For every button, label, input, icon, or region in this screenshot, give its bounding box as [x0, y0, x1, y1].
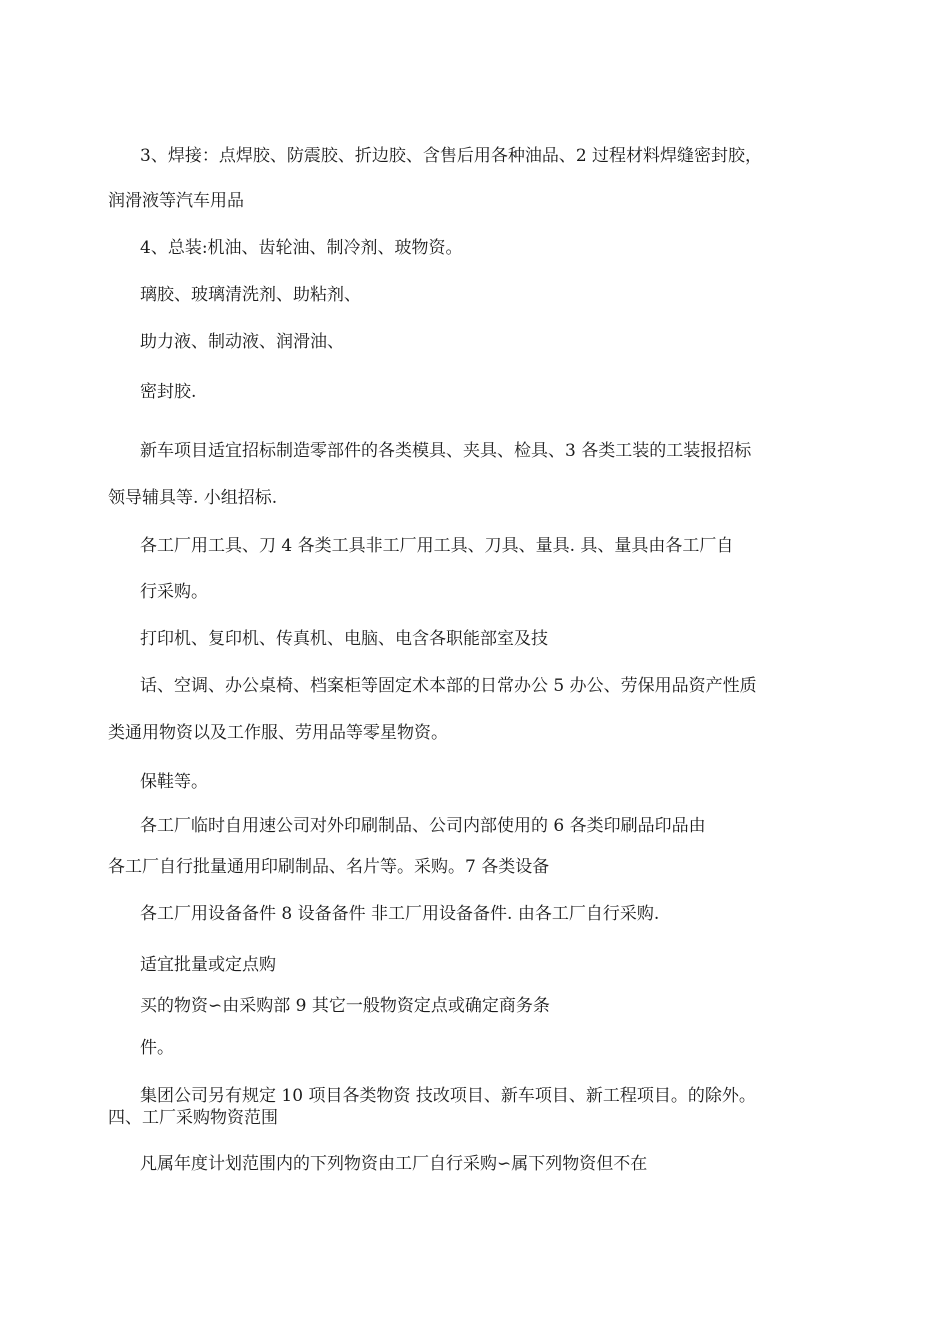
text-line: 3、焊接：点焊胶、防震胶、折边胶、含售后用各种油品、2 过程材料焊缝密封胶，: [140, 146, 763, 166]
text-line: 类通用物资以及工作服、劳用品等零星物资。: [108, 723, 448, 743]
text-line: 行采购。: [140, 582, 208, 602]
text-line: 各工厂自行批量通用印刷制品、名片等。采购。7 各类设备: [108, 857, 550, 877]
text-line: 4、总装:机油、齿轮油、制冷剂、玻物资。: [140, 238, 463, 258]
text-line: 密封胶.: [140, 382, 197, 402]
text-line: 各工厂用设备备件 8 设备备件 非工厂用设备备件. 由各工厂自行采购.: [140, 904, 660, 924]
text-line: 凡属年度计划范围内的下列物资由工厂自行采购∽属下列物资但不在: [140, 1154, 648, 1174]
text-line: 各工厂用工具、刀 4 各类工具非工厂用工具、刀具、量具. 具、量具由各工厂自: [140, 536, 734, 556]
text-line: 话、空调、办公桌椅、档案柜等固定术本部的日常办公 5 办公、劳保用品资产性质: [140, 676, 757, 696]
text-line: 打印机、复印机、传真机、电脑、电含各职能部室及技: [140, 629, 548, 649]
text-line: 保鞋等。: [140, 772, 208, 792]
text-line: 润滑液等汽车用品: [108, 191, 244, 211]
text-line: 璃胶、玻璃清洗剂、助粘剂、: [140, 285, 361, 305]
text-line: 助力液、制动液、润滑油、: [140, 332, 344, 352]
text-line: 各工厂临时自用速公司对外印刷制品、公司内部使用的 6 各类印刷品印品由: [140, 816, 706, 836]
text-line: 领导辅具等. 小组招标.: [108, 488, 278, 508]
text-line: 新车项目适宜招标制造零部件的各类模具、夹具、检具、3 各类工装的工装报招标: [140, 441, 752, 461]
text-line: 件。: [140, 1038, 174, 1058]
text-line: 买的物资∽由采购部 9 其它一般物资定点或确定商务条: [140, 996, 550, 1016]
text-line: 适宜批量或定点购: [140, 955, 276, 975]
section-heading: 四、工厂采购物资范围: [108, 1108, 278, 1128]
text-line: 集团公司另有规定 10 项目各类物资 技改项目、新车项目、新工程项目。的除外。: [140, 1086, 756, 1106]
